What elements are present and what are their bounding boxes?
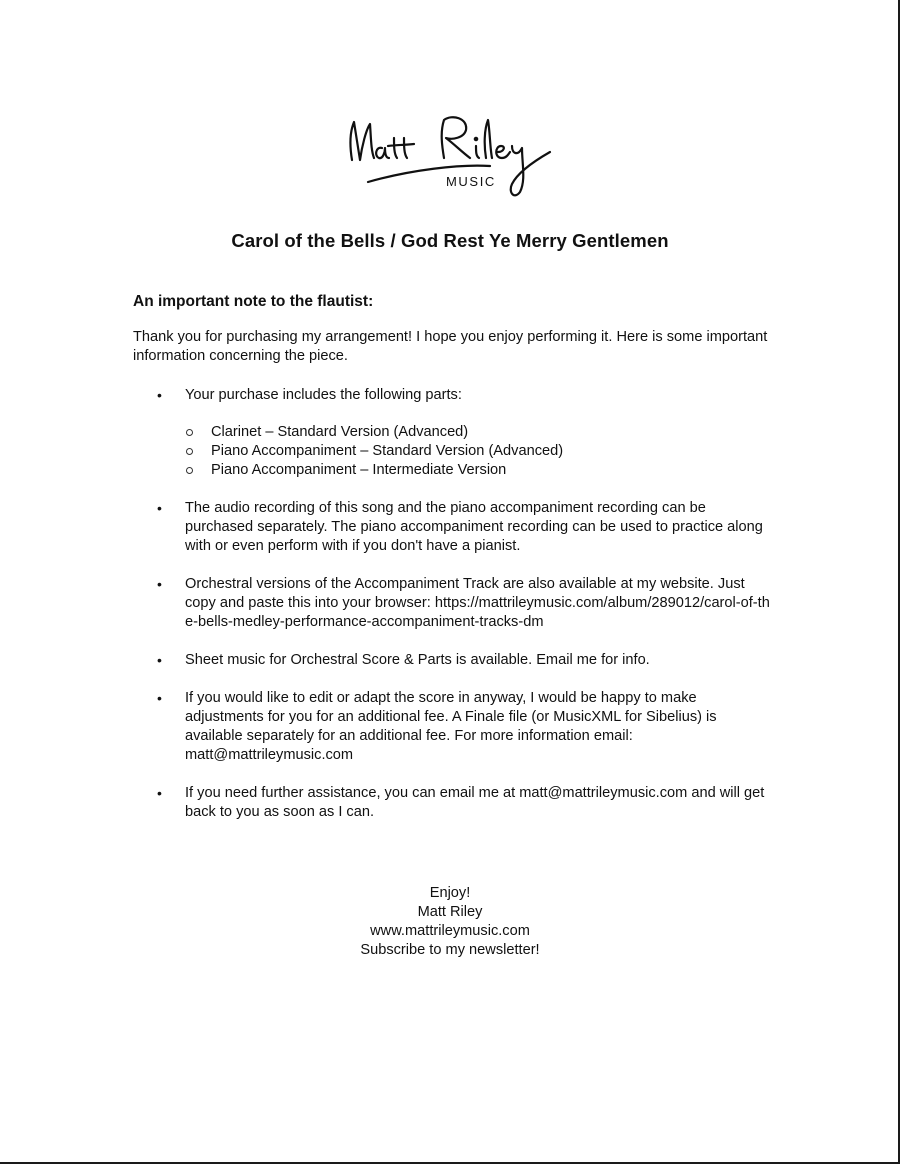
audio-text: The audio recording of this song and the piano accompaniment recording can be purchased separately. The piano accompaniment recording can be used to practice along with or even perform with if you don't have a pianist. xyxy=(185,500,763,554)
list-item-orchestral xyxy=(133,575,773,632)
list-item-edit xyxy=(133,689,773,765)
bullet-icon: • xyxy=(157,652,162,668)
bullet-icon: • xyxy=(157,785,162,801)
closing-block xyxy=(0,884,900,960)
list-item-assistance xyxy=(133,784,773,822)
part-label: Piano Accompaniment – Intermediate Version xyxy=(211,462,507,478)
list-item-audio xyxy=(133,499,773,556)
orchestral-url-link[interactable]: https://mattrileymusic.com/album/289012/carol-of-the-bells-medley-performance-accompaniment-tracks-dm xyxy=(185,595,770,630)
circle-bullet-icon xyxy=(186,467,193,474)
sheet-music-text: Sheet music for Orchestral Score & Parts is available. Email me for info. xyxy=(185,652,650,668)
bullet-icon: • xyxy=(157,500,162,516)
logo-sub-text: MUSIC xyxy=(446,174,496,189)
page-title: Carol of the Bells / God Rest Ye Merry Gentlemen xyxy=(231,230,669,251)
bullet-icon: • xyxy=(157,387,162,403)
assistance-text: If you need further assistance, you can email me at matt@mattrileymusic.com and will get back to you as soon as I can. xyxy=(185,785,765,820)
part-item xyxy=(185,442,773,461)
info-list xyxy=(133,386,773,822)
bullet-icon: • xyxy=(157,576,162,592)
part-label: Clarinet – Standard Version (Advanced) xyxy=(211,424,469,440)
section-heading: An important note to the flautist: xyxy=(133,293,374,310)
orchestral-text: Orchestral versions of the Accompaniment Track are also available at my website. Just copy and paste this into your browser: xyxy=(185,576,745,611)
closing-website-link[interactable]: www.mattrileymusic.com xyxy=(370,923,530,939)
edit-text: If you would like to edit or adapt the score in anyway, I would be happy to make adjustments for you for an additional fee. A Finale file (or MusicXML for Sibelius) is available separately for an additional fee. For more information email: matt@mattrileymusic.com xyxy=(185,690,717,763)
circle-bullet-icon xyxy=(186,448,193,455)
parts-intro-text: Your purchase includes the following parts: xyxy=(185,387,462,403)
list-item-parts xyxy=(133,386,773,480)
list-item-sheet-music xyxy=(133,651,773,670)
intro-paragraph: Thank you for purchasing my arrangement! I hope you enjoy performing it. Here is some important information concerning the piece. xyxy=(133,329,768,364)
document-body xyxy=(133,292,773,841)
circle-bullet-icon xyxy=(186,429,193,436)
parts-list xyxy=(185,423,773,480)
part-item xyxy=(185,423,773,442)
matt-riley-music-logo xyxy=(340,108,570,200)
part-label: Piano Accompaniment – Standard Version (Advanced) xyxy=(211,443,564,459)
closing-name: Matt Riley xyxy=(417,904,483,920)
closing-enjoy: Enjoy! xyxy=(429,885,471,901)
closing-newsletter: Subscribe to my newsletter! xyxy=(360,942,540,958)
part-item xyxy=(185,461,773,480)
signature-logo-icon xyxy=(340,108,570,200)
bullet-icon: • xyxy=(157,690,162,706)
